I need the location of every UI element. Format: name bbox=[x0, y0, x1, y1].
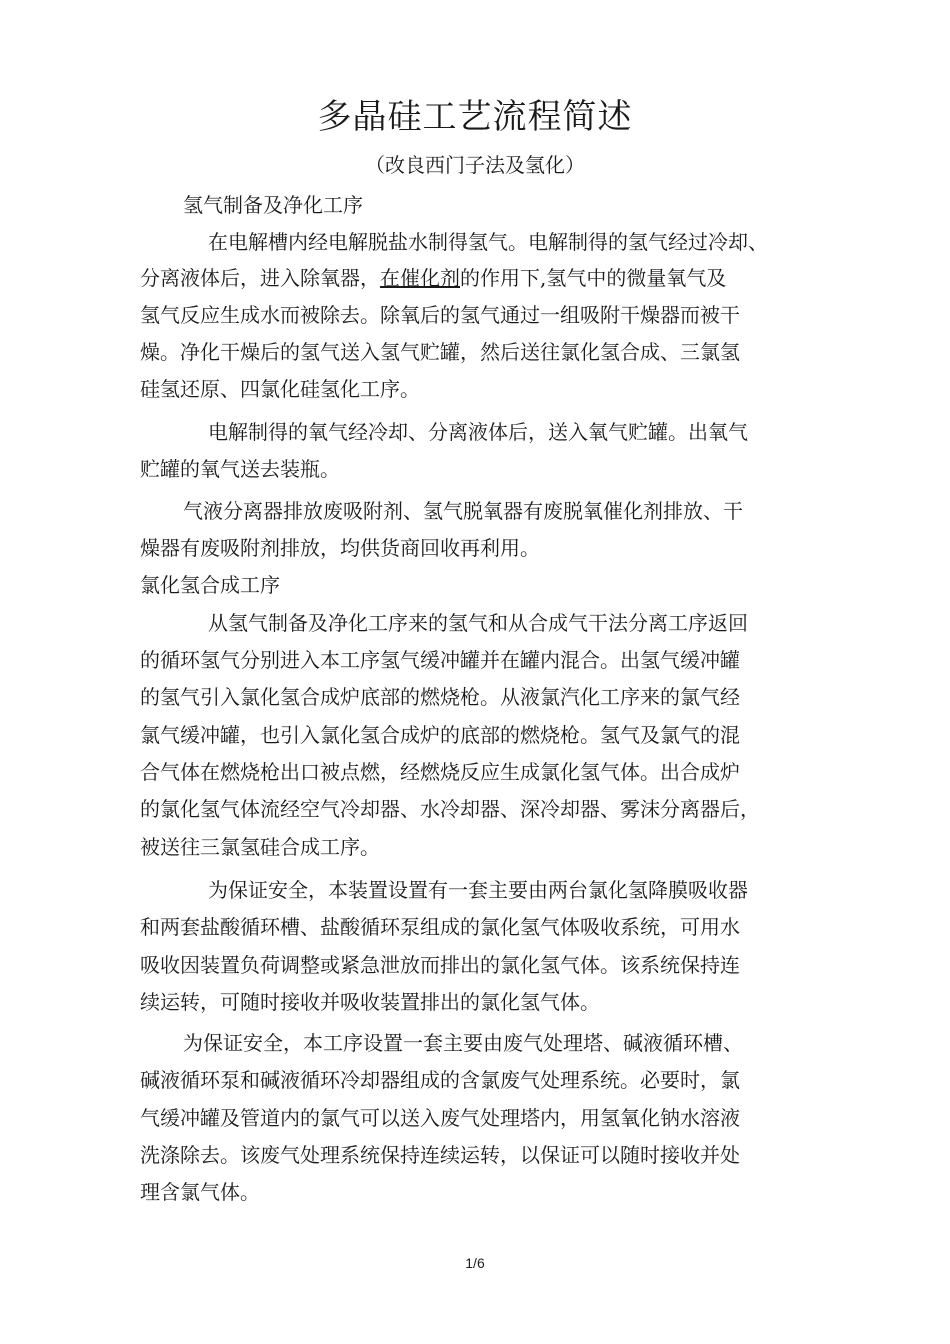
paragraph-line: 为保证安全，本装置设置有一套主要由两台氯化氢降膜吸收器 bbox=[208, 878, 748, 902]
paragraph-line: 氯气缓冲罐，也引入氯化氢合成炉的底部的燃烧枪。氢气及氯气的混 bbox=[140, 723, 740, 747]
paragraph-line: 燥。净化干燥后的氢气送入氢气贮罐，然后送往氯化氢合成、三氯氢 bbox=[140, 340, 740, 364]
section-heading-hcl-synthesis: 氯化氢合成工序 bbox=[140, 573, 280, 597]
paragraph-line: 理含氯气体。 bbox=[140, 1180, 260, 1204]
paragraph-line: 在电解槽内经电解脱盐水制得氢气。电解制得的氢气经过冷却、 bbox=[208, 230, 768, 254]
paragraph-line: 硅氢还原、四氯化硅氢化工序。 bbox=[140, 377, 420, 401]
paragraph-line: 和两套盐酸循环槽、盐酸循环泵组成的氯化氢气体吸收系统，可用水 bbox=[140, 915, 740, 939]
paragraph-line: 气缓冲罐及管道内的氯气可以送入废气处理塔内，用氢氧化钠水溶液 bbox=[140, 1106, 740, 1130]
paragraph-line: 为保证安全，本工序设置一套主要由废气处理塔、碱液循环槽、 bbox=[183, 1031, 743, 1055]
paragraph-line: 的循环氢气分别进入本工序氢气缓冲罐并在罐内混合。出氢气缓冲罐 bbox=[140, 648, 740, 672]
paragraph-line: 被送往三氯氢硅合成工序。 bbox=[140, 835, 380, 859]
document-subtitle: （改良西门子法及氢化） bbox=[365, 153, 585, 177]
document-title: 多晶硅工艺流程简述 bbox=[317, 97, 633, 137]
paragraph-line: 洗涤除去。该废气处理系统保持连续运转，以保证可以随时接收并处 bbox=[140, 1143, 740, 1167]
paragraph-line: 合气体在燃烧枪出口被点燃，经燃烧反应生成氯化氢气体。出合成炉 bbox=[140, 760, 740, 784]
paragraph-line: 碱液循环泵和碱液循环冷却器组成的含氯废气处理系统。必要时，氯 bbox=[140, 1068, 740, 1092]
paragraph-line: 氢气反应生成水而被除去。除氧后的氢气通过一组吸附干燥器而被干 bbox=[140, 303, 740, 327]
paragraph-line bbox=[140, 260, 726, 296]
paragraph-line: 电解制得的氧气经冷却、分离液体后，送入氧气贮罐。出氧气 bbox=[208, 420, 748, 444]
catalyst-link[interactable]: 在催化剂 bbox=[380, 266, 460, 290]
paragraph-line: 吸收因装置负荷调整或紧急泄放而排出的氯化氢气体。该系统保持连 bbox=[140, 953, 740, 977]
page-number: 1/6 bbox=[465, 1255, 485, 1271]
paragraph-line: 续运转，可随时接收并吸收装置排出的氯化氢气体。 bbox=[140, 990, 600, 1014]
text-run: 分离液体后，进入除氧器， bbox=[140, 266, 380, 290]
paragraph-line: 的氢气引入氯化氢合成炉底部的燃烧枪。从液氯汽化工序来的氯气经 bbox=[140, 685, 740, 709]
paragraph-line: 的氯化氢气体流经空气冷却器、水冷却器、深冷却器、雾沫分离器后， bbox=[140, 797, 760, 821]
paragraph-line: 贮罐的氧气送去装瓶。 bbox=[140, 457, 340, 481]
paragraph-line: 从氢气制备及净化工序来的氢气和从合成气干法分离工序返回 bbox=[208, 611, 748, 635]
text-run: 的作用下,氢气中的微量氧气及 bbox=[460, 266, 727, 290]
paragraph-line: 燥器有废吸附剂排放，均供货商回收再利用。 bbox=[140, 536, 540, 560]
paragraph-line: 气液分离器排放废吸附剂、氢气脱氧器有废脱氧催化剂排放、干 bbox=[183, 499, 743, 523]
section-heading-hydrogen: 氢气制备及净化工序 bbox=[183, 193, 363, 217]
